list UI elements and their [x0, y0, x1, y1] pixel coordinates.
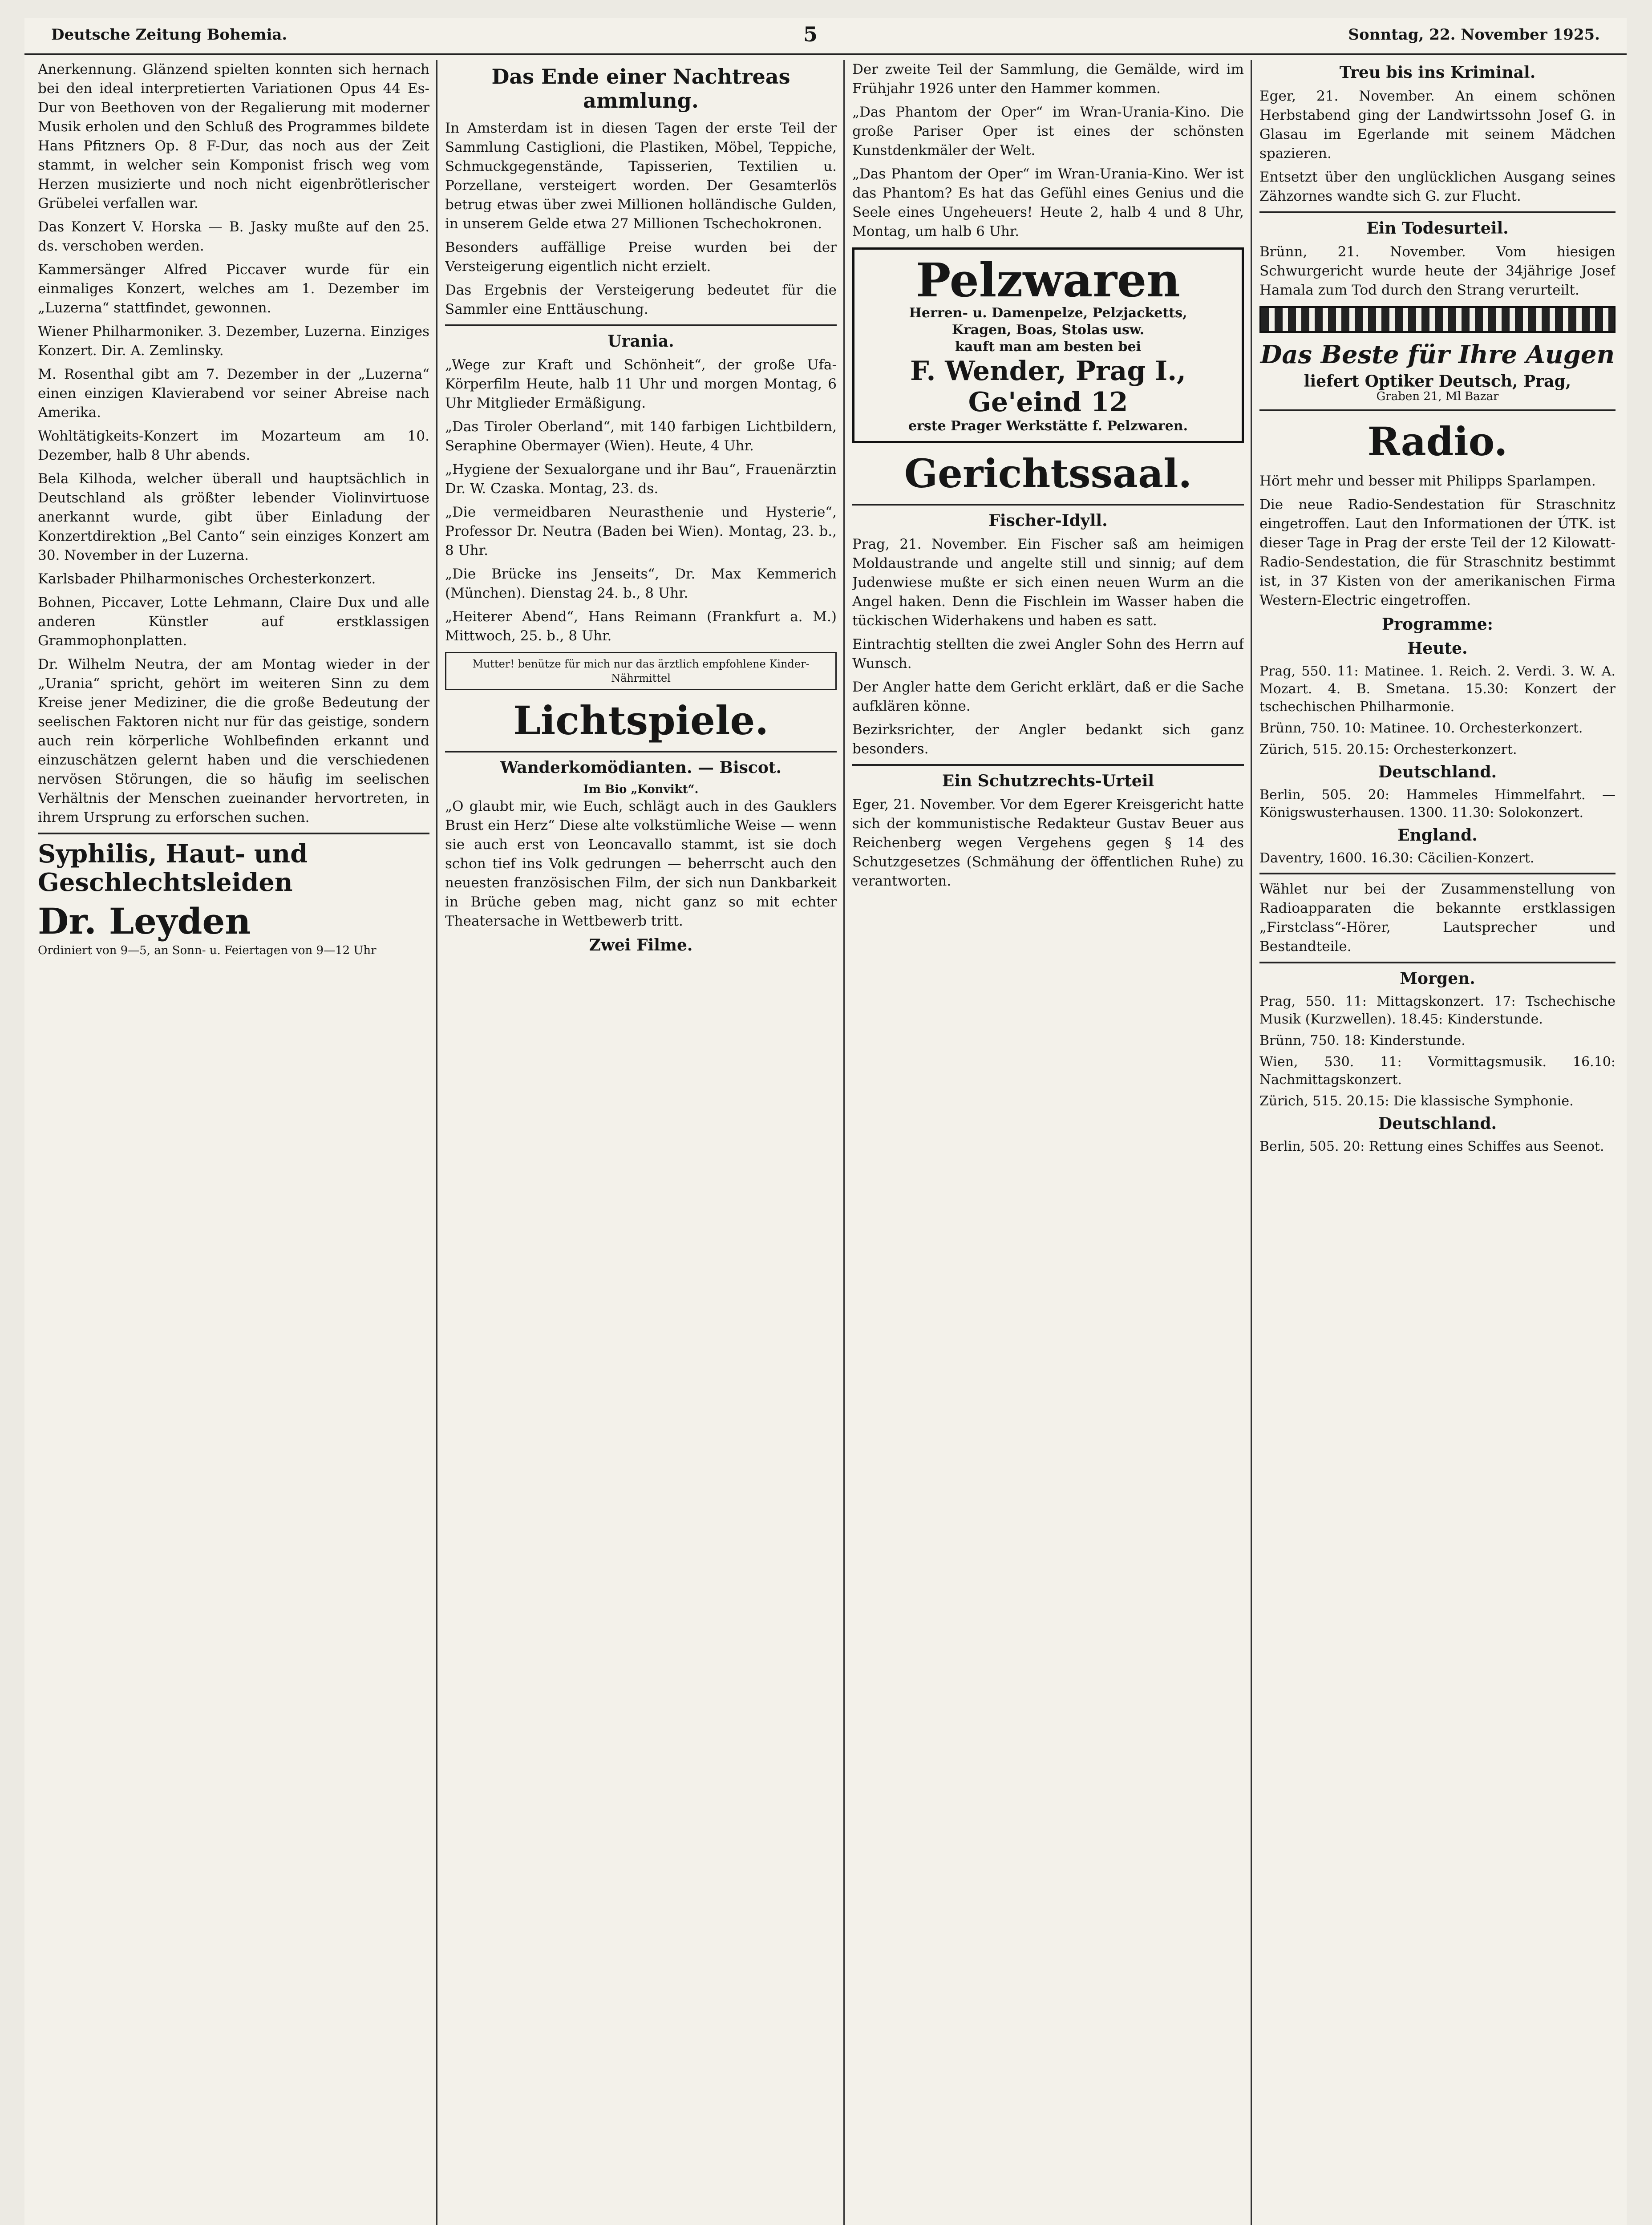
page-number: 5: [803, 22, 818, 46]
article-paragraph: Eger, 21. November. Vor dem Egerer Kreisgericht hatte sich der kommunistische Redakteur Gustav Beuer aus Reichenberg wegen Vergehens gegen § 14 des Schutzgesetzes (Schmähung der öffentlichen Ruhe) zu verantworten.: [852, 797, 1244, 889]
program-line: Brünn, 750. 18: Kinderstunde.: [1259, 1033, 1466, 1048]
article-paragraph: Das Ergebnis der Versteigerung bedeutet für die Sammler eine Enttäuschung.: [445, 282, 837, 317]
program-line: Brünn, 750. 10: Matinee. 10. Orchesterkonzert.: [1259, 720, 1583, 736]
program-line: Zürich, 515. 20.15: Orchesterkonzert.: [1259, 742, 1517, 757]
urania-item: „Hygiene der Sexualorgane und ihr Bau“, Frauenärztin Dr. W. Czaska. Montag, 23. ds.: [445, 461, 837, 497]
program-region: Deutschland.: [1378, 1114, 1497, 1133]
article-paragraph: „O glaubt mir, wie Euch, schlägt auch in des Gauklers Brust ein Herz“ Diese alte volkstümliche Weise — wenn sie auch erst von Leoncavallo stammt, ist sie doch schon tief ins Volk gedrungen — beherrscht auch den neuesten französischen Film, der sich nun Dankbarkeit in Brüche geben mag, nicht ganz so mit echter Theatersache in Wettbewerb tritt.: [445, 798, 837, 929]
urania-item: „Heiterer Abend“, Hans Reimann (Frankfurt a. M.) Mittwoch, 25. b., 8 Uhr.: [445, 609, 837, 644]
article-paragraph: Der zweite Teil der Sammlung, die Gemälde, wird im Frühjahr 1926 unter den Hammer kommen.: [852, 61, 1244, 97]
section-title: Lichtspiele.: [513, 697, 769, 744]
program-line: Prag, 550. 11: Mittagskonzert. 17: Tschechische Musik (Kurzwellen). 18.45: Kinderstunde.: [1259, 994, 1616, 1027]
divider: [1259, 873, 1616, 874]
article-paragraph: „Das Phantom der Oper“ im Wran-Urania-Kino. Die große Pariser Oper ist eines der schönsten Kunstdenkmäler der Welt.: [852, 104, 1244, 158]
program-line: Wien, 530. 11: Vormittagsmusik. 16.10: Nachmittagskonzert.: [1259, 1054, 1616, 1088]
program-region: Deutschland.: [1378, 763, 1497, 781]
article-heading: Ein Schutzrechts-Urteil: [942, 772, 1154, 790]
divider: [445, 324, 837, 326]
program-line: Zürich, 515. 20.15: Die klassische Symphonie.: [1259, 1093, 1574, 1109]
article-paragraph: Das Konzert V. Horska — B. Jasky mußte auf den 25. ds. verschoben werden.: [38, 219, 429, 254]
programs-heading: Programme:: [1382, 615, 1493, 634]
article-paragraph: M. Rosenthal gibt am 7. Dezember in der „Luzerna“ einen einzigen Klavierabend vor seiner Abreise nach Amerika.: [38, 366, 429, 421]
section-title: Gerichtssaal.: [904, 450, 1192, 497]
article-paragraph: Anerkennung. Glänzend spielten konnten sich hernach bei den ideal interpretierten Variationen Opus 44 Es-Dur von Beethoven von der Regalierung mit moderner Musik erholen und den Schluß des Programmes bildete Hans Pfitzners Op. 8 F-Dur, das noch aus der Zeit stammt, in welcher sein Komponist frisch weg vom Herzen musizierte und noch nicht eigenbrötlerischer Grübelei verfallen war.: [38, 61, 429, 211]
urania-item: „Die Brücke ins Jenseits“, Dr. Max Kemmerich (München). Dienstag 24. b., 8 Uhr.: [445, 566, 837, 601]
article-paragraph: Entsetzt über den unglücklichen Ausgang seines Zähzornes wandte sich G. zur Flucht.: [1259, 169, 1616, 204]
article-paragraph: Eintrachtig stellten die zwei Angler Sohn des Herrn auf Wunsch.: [852, 636, 1244, 672]
program-line: Daventry, 1600. 16.30: Cäcilien-Konzert.: [1259, 850, 1535, 866]
decorative-banner: [1259, 306, 1616, 333]
article-heading: Das Ende einer Nachtreas ammlung.: [491, 65, 790, 113]
article-heading: Treu bis ins Kriminal.: [1339, 63, 1536, 82]
divider: [1259, 211, 1616, 213]
ad-line: Herren- u. Damenpelze, Pelzjacketts,: [909, 305, 1187, 321]
subheading: Zwei Filme.: [589, 936, 693, 955]
article-paragraph: Wiener Philharmoniker. 3. Dezember, Luzerna. Einziges Konzert. Dir. A. Zemlinsky.: [38, 324, 429, 359]
optiker-ad-address: Graben 21, Ml Bazar: [1376, 390, 1499, 403]
urania-item: „Das Tiroler Oberland“, mit 140 farbigen Lichtbildern, Seraphine Obermayer (Wien). Heute, 4 Uhr.: [445, 419, 837, 454]
film-venue: Im Bio „Konvikt“.: [583, 783, 699, 796]
programs-today-heading: Heute.: [1407, 639, 1468, 658]
ad-title: Pelzwaren: [916, 253, 1180, 307]
program-line: Prag, 550. 11: Matinee. 1. Reich. 2. Verdi. 3. W. A. Mozart. 4. B. Smetana. 15.30: Konzert der tschechischen Philharmonie.: [1259, 663, 1616, 715]
program-line: Berlin, 505. 20: Rettung eines Schiffes aus Seenot.: [1259, 1139, 1604, 1154]
newspaper-title: Deutsche Zeitung Bohemia.: [51, 26, 287, 44]
article-heading: Fischer-Idyll.: [988, 511, 1108, 530]
divider: [1259, 962, 1616, 963]
optiker-ad-sub: liefert Optiker Deutsch, Prag,: [1304, 372, 1571, 391]
urania-heading: Urania.: [607, 332, 674, 351]
divider: [852, 764, 1244, 766]
article-paragraph: Brünn, 21. November. Vom hiesigen Schwurgericht wurde heute der 34jährige Josef Hamala zum Tod durch den Strang verurteilt.: [1259, 244, 1616, 298]
column-rule: [436, 60, 437, 2225]
article-paragraph: Der Angler hatte dem Gericht erklärt, daß er die Sache aufklären könne.: [852, 679, 1244, 714]
ad-title: Syphilis, Haut- und Geschlechtsleiden: [38, 839, 308, 897]
article-paragraph: Wohltätigkeits-Konzert im Mozarteum am 10. Dezember, halb 8 Uhr abends.: [38, 428, 429, 463]
ad-line: kauft man am besten bei: [955, 339, 1141, 355]
program-line: Berlin, 505. 20: Hammeles Himmelfahrt. — Königswusterhausen. 1300. 11.30: Solokonzert.: [1259, 787, 1616, 821]
radio-ad: Wählet nur bei der Zusammenstellung von Radioapparaten die bekannte erstklassigen „Firstclass“-Hörer, Lautsprecher und Bestandteile.: [1259, 881, 1616, 955]
article-paragraph: Karlsbader Philharmonisches Orchesterkonzert.: [38, 571, 376, 587]
divider: [1259, 409, 1616, 411]
column-2: [445, 60, 837, 2225]
column-4: [1259, 60, 1616, 2225]
divider: [852, 504, 1244, 506]
article-paragraph: Besonders auffällige Preise wurden bei der Versteigerung eigentlich nicht erzielt.: [445, 239, 837, 275]
ad-company: F. Wender, Prag I., Ge'eind 12: [910, 356, 1186, 418]
ad-line: erste Prager Werkstätte f. Pelzwaren.: [908, 418, 1188, 434]
masthead: [24, 18, 1627, 55]
article-paragraph: Kammersänger Alfred Piccaver wurde für ein einmaliges Konzert, welches am 1. Dezember im „Luzerna“ stattfindet, gewonnen.: [38, 262, 429, 316]
fur-advertisement: [852, 247, 1244, 443]
article-paragraph: Dr. Wilhelm Neutra, der am Montag wieder in der „Urania“ spricht, gehört im weiteren Sinn zu dem Kreise jener Mediziner, die die große Bedeutung der seelischen Faktoren nicht nur für das geistige, sondern auch rein körperliche Wohlbefinden erkannt und einzuschätzen gelernt haben und die verschiedenen nervösen Störungen, die so häufig im seelischen Verhältnis der Menschen zueinander hervortreten, in ihrem Ursprung zu erforschen suchen.: [38, 656, 429, 825]
newspaper-page: [24, 18, 1627, 2225]
notice-box: Mutter! benütze für mich nur das ärztlich empfohlene Kinder-Nährmittel: [445, 652, 837, 690]
ad-hours: Ordiniert von 9—5, an Sonn- u. Feiertagen von 9—12 Uhr: [38, 944, 377, 957]
column-rule: [1251, 60, 1252, 2225]
article-paragraph: Prag, 21. November. Ein Fischer saß am heimigen Moldaustrande und angelte still und sinnig; auf dem Judenwiese mußte er sich einen neuen Wurm an die Angel haken. Denn die Fischlein im Wasser haben die tückischen Widerhakens und haben es satt.: [852, 536, 1244, 629]
article-paragraph: Bela Kilhoda, welcher überall und hauptsächlich in Deutschland als größter lebender Violinvirtuose anerkannt wurde, gibt über Einladung der Konzertdirektion „Bel Canto“ sein einziges Konzert am 30. November in der Luzerna.: [38, 471, 429, 563]
article-paragraph: Bohnen, Piccaver, Lotte Lehmann, Claire Dux und alle anderen Künstler auf erstklassigen Grammophonplatten.: [38, 595, 429, 649]
urania-item: „Wege zur Kraft und Schönheit“, der große Ufa-Körperfilm Heute, halb 11 Uhr und morgen Montag, 6 Uhr Mitglieder Ermäßigung.: [445, 357, 837, 411]
article-paragraph: In Amsterdam ist in diesen Tagen der erste Teil der Sammlung Castiglioni, die Plastiken, Möbel, Teppiche, Schmuckgegenstände, Tapisserien, Textilien u. Porzellane, versteigert worden. Der Gesamterlös betrug etwas über zwei Millionen holländische Gulden, in unserem Gelde etwa 27 Millionen Tschechokronen.: [445, 120, 837, 232]
optiker-ad-title: Das Beste für Ihre Augen: [1260, 340, 1615, 369]
article-paragraph: Bezirksrichter, der Angler bedankt sich ganz besonders.: [852, 722, 1244, 757]
article-paragraph: „Das Phantom der Oper“ im Wran-Urania-Kino. Wer ist das Phantom? Es hat das Gefühl eines Genius und die Seele eines Ungeheuers! Heute 2, halb 4 und 8 Uhr, Montag, um halb 6 Uhr.: [852, 166, 1244, 239]
article-heading: Ein Todesurteil.: [1366, 219, 1509, 238]
divider: [38, 833, 429, 834]
film-heading: Wanderkomödianten. — Biscot.: [500, 758, 782, 777]
divider: [445, 751, 837, 752]
column-rule: [843, 60, 845, 2225]
column-1: [38, 60, 429, 2225]
article-paragraph: Hört mehr und besser mit Philipps Sparlampen.: [1259, 473, 1596, 489]
issue-date: Sonntag, 22. November 1925.: [1348, 26, 1600, 44]
article-paragraph: Die neue Radio-Sendestation für Straschnitz eingetroffen. Laut den Informationen der ÚTK. ist dieser Tage in Prag der erste Teil der 12 Kilowatt-Radio-Sendestation, die für Straschnitz bestimmt ist, in 37 Kisten von der amerikanischen Firma Western-Electric eingetroffen.: [1259, 497, 1616, 608]
programs-tomorrow-heading: Morgen.: [1400, 969, 1475, 988]
section-title: Radio.: [1367, 418, 1508, 465]
urania-item: „Die vermeidbaren Neurasthenie und Hysterie“, Professor Dr. Neutra (Baden bei Wien). Montag, 23. b., 8 Uhr.: [445, 504, 837, 558]
ad-line: Kragen, Boas, Stolas usw.: [952, 322, 1145, 338]
column-3: [852, 60, 1244, 2225]
ad-doctor-name: Dr. Leyden: [38, 900, 251, 942]
article-paragraph: Eger, 21. November. An einem schönen Herbstabend ging der Landwirtssohn Josef G. in Glasau im Egerlande mit seinem Mädchen spazieren.: [1259, 88, 1616, 162]
program-region: England.: [1397, 826, 1478, 845]
